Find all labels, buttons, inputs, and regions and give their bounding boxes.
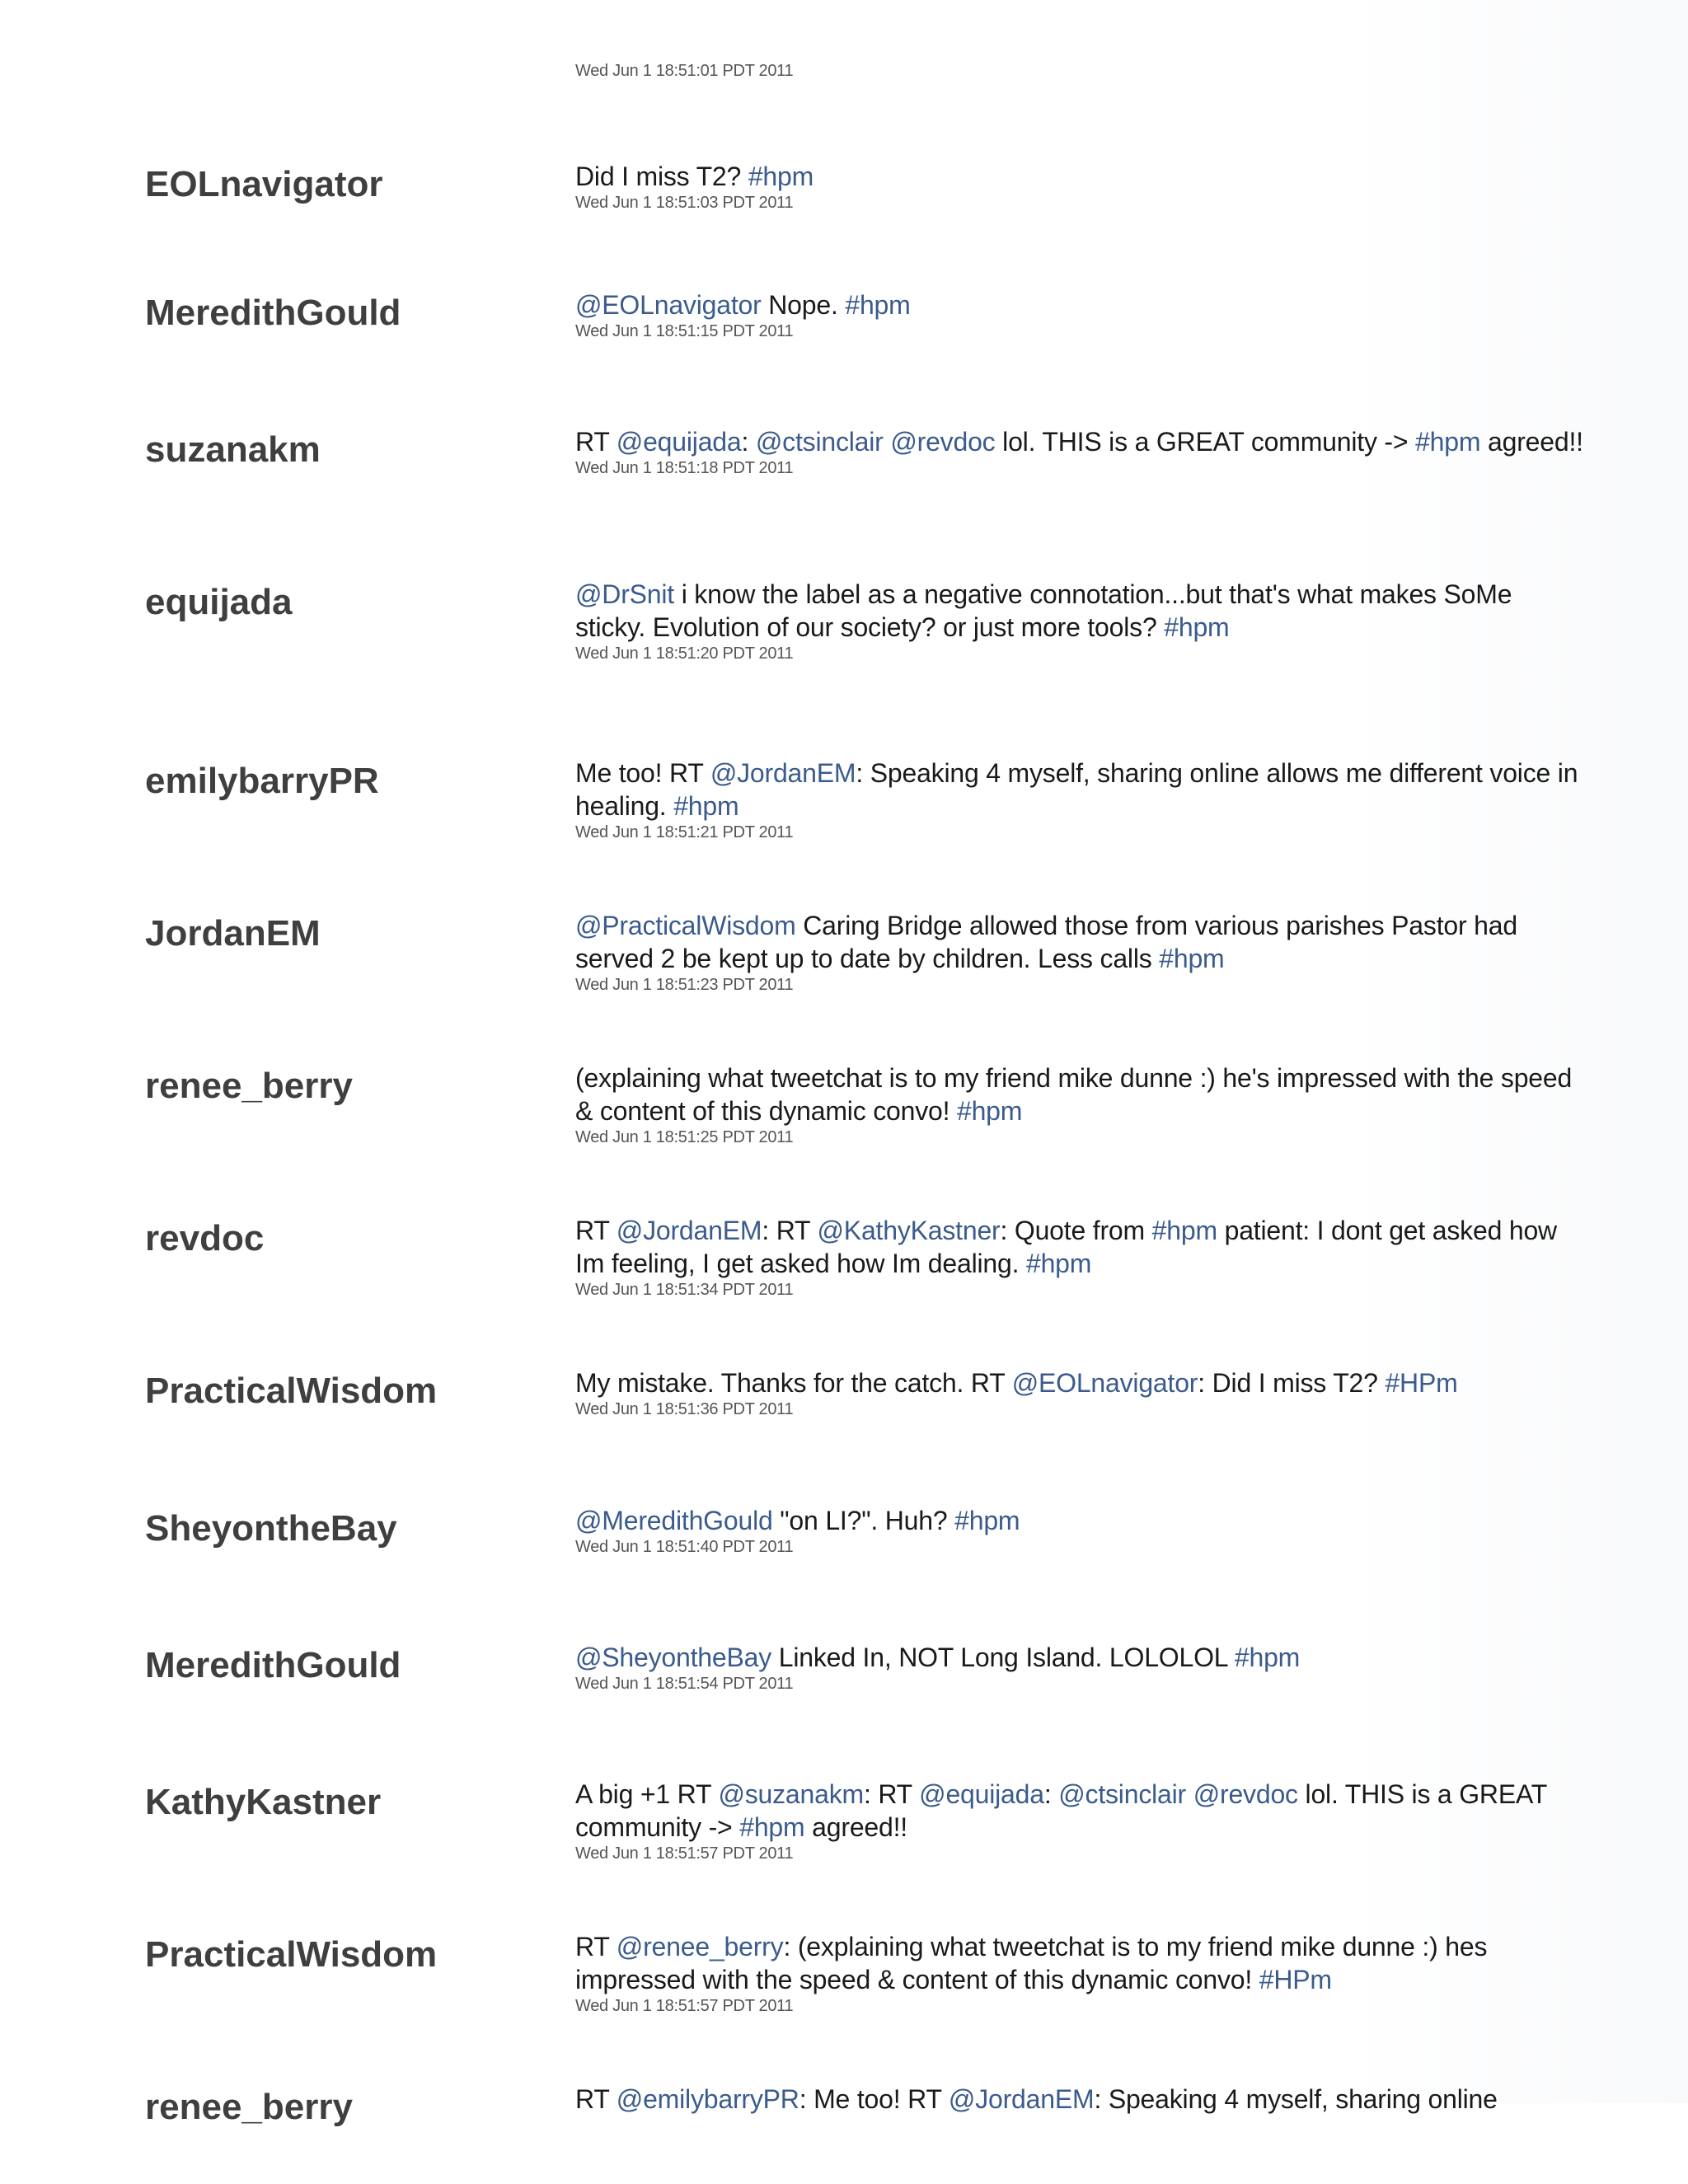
- tweet-text: [575, 160, 1589, 193]
- tweet-body: [575, 1930, 1589, 2016]
- tweet-text-segment: : RT: [863, 1779, 920, 1809]
- tweet-text-segment: : Me too! RT: [799, 2084, 949, 2114]
- tweet-timestamp: Wed Jun 1 18:51:01 PDT 2011: [575, 62, 794, 80]
- tweet-text-segment: Me too! RT: [575, 758, 710, 788]
- tweet-body: [575, 578, 1589, 663]
- tweet-username[interactable]: JordanEM: [145, 913, 321, 954]
- mention-link[interactable]: @JordanEM: [710, 758, 856, 788]
- hashtag-link[interactable]: #hpm: [845, 290, 911, 320]
- tweet-text-segment: RT: [575, 2084, 617, 2114]
- mention-link[interactable]: @JordanEM: [948, 2084, 1095, 2114]
- tweet-timestamp: Wed Jun 1 18:51:21 PDT 2011: [575, 823, 794, 841]
- mention-link[interactable]: @equijada: [919, 1779, 1044, 1809]
- tweet-username[interactable]: MeredithGould: [145, 1645, 401, 1685]
- mention-link[interactable]: @DrSnit: [575, 579, 674, 609]
- mention-link[interactable]: @ctsinclair: [755, 427, 884, 457]
- tweet-text: [575, 757, 1589, 823]
- tweet-text-segment: :: [741, 427, 756, 457]
- tweet-username[interactable]: equijada: [145, 582, 293, 622]
- hashtag-link[interactable]: #hpm: [748, 162, 814, 191]
- tweet-text-segment: lol. THIS is a GREAT community ->: [575, 1779, 1554, 1842]
- tweet-text: [575, 2083, 1589, 2116]
- tweet-text-segment: agreed!!: [804, 1812, 907, 1842]
- tweet-text-segment: RT: [575, 1216, 617, 1245]
- tweet-text: [575, 1214, 1589, 1280]
- hashtag-link[interactable]: #hpm: [1025, 1249, 1092, 1278]
- hashtag-link[interactable]: #hpm: [956, 1096, 1023, 1126]
- mention-link[interactable]: @equijada: [616, 427, 742, 457]
- hashtag-link[interactable]: #hpm: [954, 1506, 1020, 1535]
- tweet-timestamp: Wed Jun 1 18:51:40 PDT 2011: [575, 1538, 794, 1556]
- tweet-text-segment: RT: [575, 427, 617, 457]
- mention-link[interactable]: @revdoc: [890, 427, 996, 457]
- tweet-text-segment: RT: [575, 1932, 617, 1961]
- tweet-text: [575, 578, 1589, 644]
- tweet-text-segment: i know the label as a negative connotation...but that's what makes SoMe sticky. Evolution of our society? or just more tools?: [575, 579, 1520, 642]
- hashtag-link[interactable]: #hpm: [1151, 1216, 1217, 1245]
- tweet-username[interactable]: renee_berry: [145, 2087, 353, 2127]
- tweet-text-segment: :: [1043, 1779, 1059, 1809]
- hashtag-link[interactable]: #hpm: [1164, 612, 1230, 642]
- tweet-body: [575, 1504, 1589, 1557]
- tweet-body: [575, 757, 1589, 842]
- tweet-username[interactable]: revdoc: [145, 1218, 265, 1258]
- tweet-text: [575, 1504, 1589, 1537]
- hashtag-link[interactable]: #hpm: [1415, 427, 1481, 457]
- tweet-username[interactable]: renee_berry: [145, 1066, 353, 1106]
- tweet-body: [575, 288, 1589, 341]
- hashtag-link[interactable]: #HPm: [1259, 1965, 1332, 1994]
- mention-link[interactable]: @ctsinclair: [1058, 1779, 1186, 1809]
- mention-link[interactable]: @suzanakm: [718, 1779, 864, 1809]
- tweet-text: [575, 425, 1589, 458]
- hashtag-link[interactable]: #HPm: [1385, 1368, 1458, 1398]
- tweet-username[interactable]: SheyontheBay: [145, 1508, 397, 1549]
- tweet-text-segment: Did I miss T2?: [575, 162, 748, 191]
- tweet-timestamp: Wed Jun 1 18:51:03 PDT 2011: [575, 194, 794, 212]
- tweet-body: [575, 909, 1589, 995]
- tweet-text: [575, 1778, 1589, 1844]
- mention-link[interactable]: @KathyKastner: [817, 1216, 1001, 1245]
- tweet-text-segment: (explaining what tweetchat is to my friend mike dunne :) he's impressed with the speed & content of this dynamic convo!: [575, 1063, 1579, 1126]
- tweet-text-segment: A big +1 RT: [575, 1779, 719, 1809]
- tweet-text: [575, 909, 1589, 975]
- tweet-timestamp: Wed Jun 1 18:51:36 PDT 2011: [575, 1400, 794, 1418]
- tweet-body: [575, 1366, 1589, 1419]
- tweet-text-segment: : Quote from: [1000, 1216, 1152, 1245]
- mention-link[interactable]: @emilybarryPR: [616, 2084, 799, 2114]
- tweet-timestamp: Wed Jun 1 18:51:18 PDT 2011: [575, 459, 794, 477]
- tweet-text: [575, 1366, 1589, 1399]
- tweet-text-segment: "on LI?". Huh?: [772, 1506, 955, 1535]
- tweet-username[interactable]: MeredithGould: [145, 293, 401, 333]
- tweet-text-segment: : (explaining what tweetchat is to my friend mike dunne :) hes impressed with the speed & content of this dynamic convo!: [575, 1932, 1494, 1994]
- tweet-timestamp: Wed Jun 1 18:51:34 PDT 2011: [575, 1281, 794, 1299]
- tweet-text-segment: patient: I dont get asked how Im feeling, I get asked how Im dealing.: [575, 1216, 1564, 1278]
- mention-link[interactable]: @EOLnavigator: [575, 290, 762, 320]
- mention-link[interactable]: @SheyontheBay: [575, 1643, 772, 1672]
- tweet-text: [575, 1930, 1589, 1996]
- mention-link[interactable]: @revdoc: [1193, 1779, 1298, 1809]
- tweet-timestamp: Wed Jun 1 18:51:57 PDT 2011: [575, 1844, 794, 1863]
- tweet-username[interactable]: EOLnavigator: [145, 164, 383, 204]
- tweet-timestamp: Wed Jun 1 18:51:25 PDT 2011: [575, 1128, 794, 1146]
- mention-link[interactable]: @MeredithGould: [575, 1506, 773, 1535]
- tweet-text-segment: Nope.: [761, 290, 846, 320]
- tweet-text-segment: agreed!!: [1480, 427, 1583, 457]
- mention-link[interactable]: @renee_berry: [616, 1932, 784, 1961]
- tweet-timestamp: Wed Jun 1 18:51:15 PDT 2011: [575, 322, 794, 340]
- tweet-timestamp: Wed Jun 1 18:51:54 PDT 2011: [575, 1675, 794, 1693]
- tweet-body: [575, 425, 1589, 478]
- tweet-body: [575, 61, 1589, 81]
- tweet-username[interactable]: PracticalWisdom: [145, 1934, 438, 1975]
- tweet-timestamp: Wed Jun 1 18:51:20 PDT 2011: [575, 644, 794, 663]
- mention-link[interactable]: @PracticalWisdom: [575, 911, 796, 940]
- tweet-body: [575, 2083, 1589, 2116]
- tweet-timestamp: Wed Jun 1 18:51:23 PDT 2011: [575, 976, 794, 994]
- tweet-body: [575, 1062, 1589, 1147]
- tweet-text-segment: My mistake. Thanks for the catch. RT: [575, 1368, 1012, 1398]
- tweet-text: [575, 1641, 1589, 1674]
- tweet-body: [575, 1214, 1589, 1300]
- tweet-timestamp: Wed Jun 1 18:51:57 PDT 2011: [575, 1997, 794, 2015]
- tweet-text-segment: [1186, 1779, 1193, 1809]
- hashtag-link[interactable]: #hpm: [1159, 944, 1225, 973]
- hashtag-link[interactable]: #hpm: [1234, 1643, 1301, 1672]
- tweet-username[interactable]: KathyKastner: [145, 1782, 382, 1822]
- tweet-body: [575, 160, 1589, 213]
- tweet-text-segment: : RT: [762, 1216, 818, 1245]
- tweet-text-segment: Linked In, NOT Long Island. LOLOLOL: [771, 1643, 1235, 1672]
- tweet-body: [575, 1641, 1589, 1694]
- tweet-username[interactable]: suzanakm: [145, 429, 321, 470]
- tweet-text-segment: lol. THIS is a GREAT community ->: [995, 427, 1416, 457]
- hashtag-link[interactable]: #hpm: [739, 1812, 805, 1842]
- hashtag-link[interactable]: #hpm: [673, 791, 739, 821]
- tweet-username[interactable]: PracticalWisdom: [145, 1371, 438, 1411]
- tweet-text-segment: : Did I miss T2?: [1198, 1368, 1386, 1398]
- tweet-body: [575, 1778, 1589, 1863]
- mention-link[interactable]: @EOLnavigator: [1011, 1368, 1198, 1398]
- tweet-text-segment: : Speaking 4 myself, sharing online allows me different voice in healing.: [575, 758, 1586, 821]
- tweet-text-segment: : Speaking 4 myself, sharing online: [1094, 2084, 1498, 2114]
- tweet-text: [575, 1062, 1589, 1127]
- mention-link[interactable]: @JordanEM: [616, 1216, 762, 1245]
- tweet-text: [575, 288, 1589, 321]
- tweet-username[interactable]: emilybarryPR: [145, 761, 379, 801]
- tweet-text-segment: Caring Bridge allowed those from various parishes Pastor had served 2 be kept up to date by children. Less calls: [575, 911, 1525, 973]
